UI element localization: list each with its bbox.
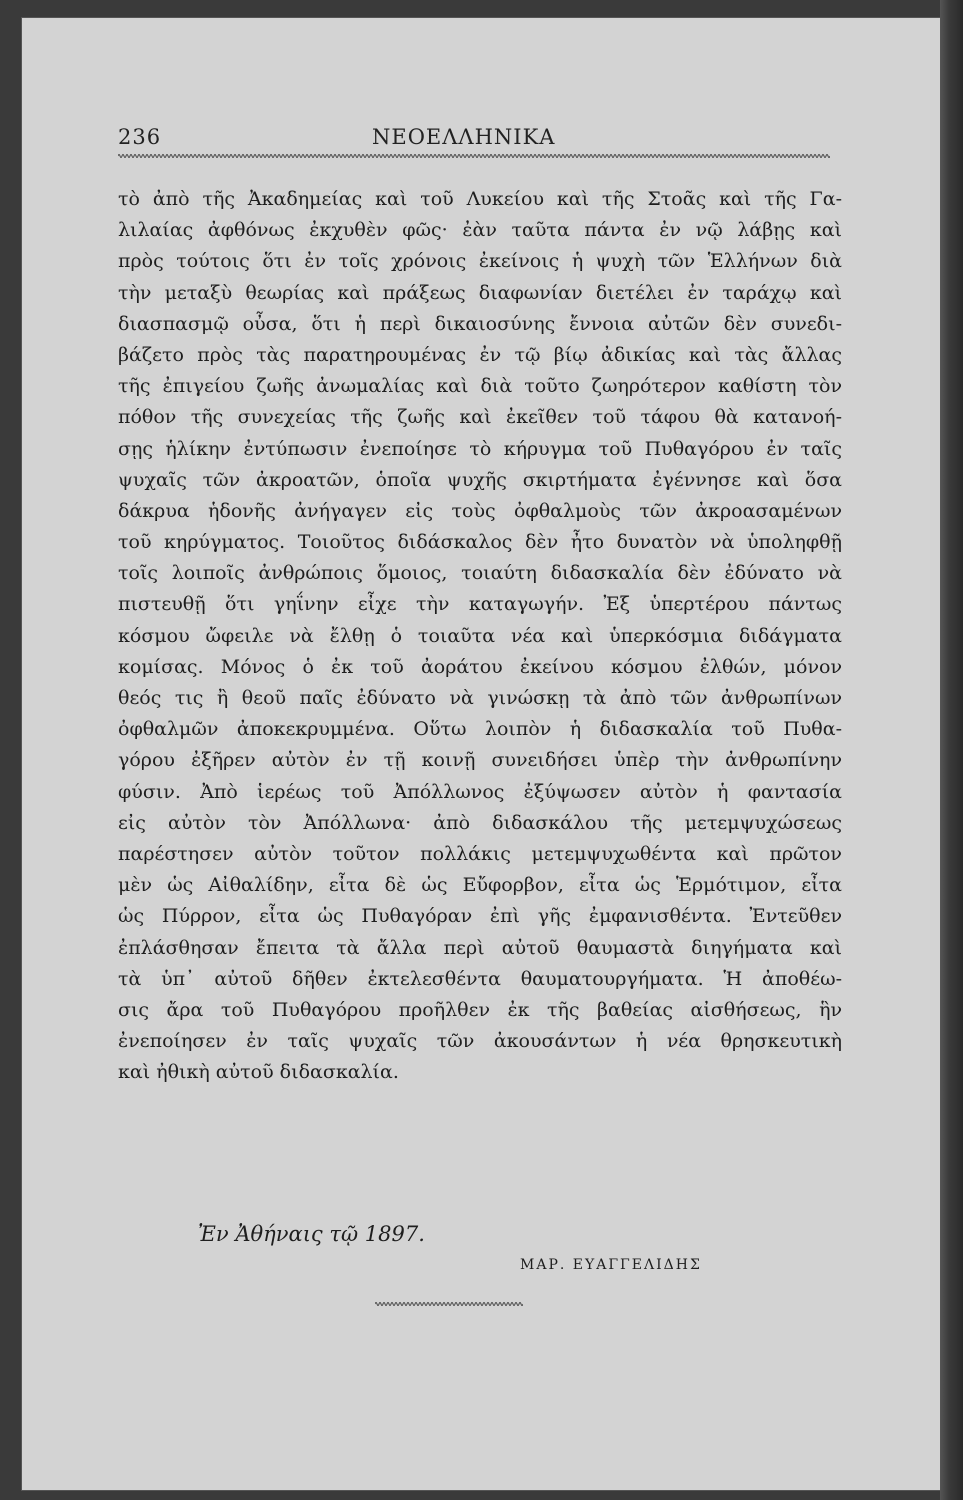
text-line: δάκρυα ἡδονῆς ἀνήγαγεν εἰς τοὺς ὀφθαλμοὺς τῶν ἀκροασαμένων bbox=[118, 499, 842, 522]
text-line: ἐπλάσθησαν ἔπειτα τὰ ἄλλα περὶ αὐτοῦ θαυμαστὰ διηγήματα καὶ bbox=[118, 936, 842, 959]
text-line: ἐνεποίησεν ἐν ταῖς ψυχαῖς τῶν ἀκουσάντων ἡ νέα θρησκευτικὴ bbox=[118, 1030, 842, 1053]
text-line: σις ἄρα τοῦ Πυθαγόρου προῆλθεν ἐκ τῆς βαθείας αἰσθήσεως, ἣν bbox=[118, 998, 842, 1021]
text-line: τῆς ἐπιγείου ζωῆς ἀνωμαλίας καὶ διὰ τοῦτο ζωηρότερον καθίστη τὸν bbox=[118, 375, 842, 398]
text-line: μὲν ὡς Αἰθαλίδην, εἶτα δὲ ὡς Εὔφορβον, εἶτα ὡς Ἑρμότιμον, εἶτα bbox=[118, 874, 842, 897]
place-date-line: Ἐν Ἀθήναις τῷ 1897. bbox=[198, 1222, 425, 1246]
text-line: τοῖς λοιποῖς ἀνθρώποις ὅμοιος, τοιαύτη διδασκαλία δὲν ἐδύνατο νὰ bbox=[118, 562, 842, 585]
text-line: παρέστησεν αὐτὸν τοῦτον πολλάκις μετεμψυχωθέντα καὶ πρῶτον bbox=[118, 842, 842, 865]
text-line: πρὸς τούτοις ὅτι ἐν τοῖς χρόνοις ἐκείνοις ἡ ψυχὴ τῶν Ἑλλήνων διὰ bbox=[118, 250, 842, 273]
text-line: κομίσας. Μόνος ὁ ἐκ τοῦ ἀοράτου ἐκείνου κόσμου ἐλθών, μόνον bbox=[118, 655, 842, 678]
header-wavy-rule bbox=[118, 152, 830, 160]
binding-edge bbox=[940, 0, 963, 1500]
author-signature: ΜΑΡ. ΕΥΑΓΓΕΛΙΔΗΣ bbox=[520, 1257, 702, 1273]
text-line: λιλαίας ἀφθόνως ἐκχυθὲν φῶς· ἐὰν ταῦτα πάντα ἐν νῷ λάβῃς καὶ bbox=[118, 219, 842, 242]
running-head: ΝΕΟΕΛΛΗΝΙΚΑ bbox=[372, 125, 556, 149]
text-line: ὡς Πύρρον, εἶτα ὡς Πυθαγόραν ἐπὶ γῆς ἐμφανισθέντα. Ἐντεῦθεν bbox=[118, 905, 842, 928]
text-line: διασπασμῷ οὖσα, ὅτι ἡ περὶ δικαιοσύνης ἔννοια αὐτῶν δὲν συνεδι- bbox=[118, 312, 842, 335]
page-number: 236 bbox=[118, 125, 162, 149]
text-line: τοῦ κηρύγματος. Τοιοῦτος διδάσκαλος δὲν ἦτο δυνατὸν νὰ ὑποληφθῇ bbox=[118, 531, 842, 554]
text-line: τὸ ἀπὸ τῆς Ἀκαδημείας καὶ τοῦ Λυκείου καὶ τῆς Στοᾶς καὶ τῆς Γα- bbox=[118, 188, 842, 210]
text-line: φύσιν. Ἀπὸ ἱερέως τοῦ Ἀπόλλωνος ἐξύψωσεν αὐτὸν ἡ φαντασία bbox=[118, 780, 842, 803]
text-line: ψυχαῖς τῶν ἀκροατῶν, ὁποῖα ψυχῆς σκιρτήματα ἐγέννησε καὶ ὅσα bbox=[118, 468, 842, 491]
body-text bbox=[118, 184, 842, 1088]
text-line: τὰ ὑπ᾽ αὐτοῦ δῆθεν ἐκτελεσθέντα θαυματουργήματα. Ἡ ἀποθέω- bbox=[118, 967, 842, 990]
text-line: κόσμου ὤφειλε νὰ ἔλθῃ ὁ τοιαῦτα νέα καὶ ὑπερκόσμια διδάγματα bbox=[118, 624, 842, 647]
text-line: βάζετο πρὸς τὰς παρατηρουμένας ἐν τῷ βίῳ ἀδικίας καὶ τὰς ἄλλας bbox=[118, 343, 842, 366]
text-line: σῃς ἡλίκην ἐντύπωσιν ἐνεποίησε τὸ κήρυγμα τοῦ Πυθαγόρου ἐν ταῖς bbox=[118, 437, 842, 460]
text-line: εἰς αὐτὸν τὸν Ἀπόλλωνα· ἀπὸ διδασκάλου τῆς μετεμψυχώσεως bbox=[118, 811, 842, 834]
text-line: ὀφθαλμῶν ἀποκεκρυμμένα. Οὕτω λοιπὸν ἡ διδασκαλία τοῦ Πυθα- bbox=[118, 718, 842, 741]
text-line: πόθον τῆς συνεχείας τῆς ζωῆς καὶ ἐκεῖθεν τοῦ τάφου θὰ κατανοή- bbox=[118, 406, 842, 429]
text-line: τὴν μεταξὺ θεωρίας καὶ πράξεως διαφωνίαν διετέλει ἐν ταράχῳ καὶ bbox=[118, 281, 842, 304]
text-line: πιστευθῇ ὅτι γηΐνην εἶχε τὴν καταγωγήν. Ἐξ ὑπερτέρου πάντως bbox=[118, 593, 842, 616]
text-line: καὶ ἠθικὴ αὐτοῦ διδασκαλία. bbox=[118, 1061, 399, 1084]
text-line: γόρου ἐξῆρεν αὐτὸν ἐν τῇ κοινῇ συνειδήσει ὑπὲρ τὴν ἀνθρωπίνην bbox=[118, 749, 842, 772]
text-line: θεός τις ἢ θεοῦ παῖς ἐδύνατο νὰ γινώσκῃ τὰ ἀπὸ τῶν ἀνθρωπίνων bbox=[118, 687, 842, 709]
end-wavy-rule bbox=[375, 1300, 523, 1308]
